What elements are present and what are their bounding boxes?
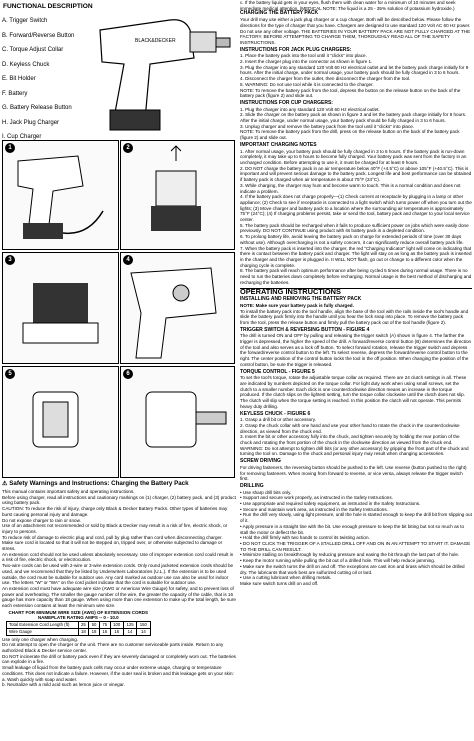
chart-length-cell: 125 [123, 622, 136, 629]
jack-item: 1. Place the battery pack into the tool until it "clicks" into place. [240, 53, 367, 59]
figure-5 [2, 366, 119, 478]
part-letter: E. [2, 76, 10, 82]
chart-gauge-cell: 18 [78, 628, 89, 635]
safety-item: Use only one charger when charging. [2, 636, 79, 642]
chuck-item: 2. Grasp the chuck collar with one hand and use your other hand to rotate the chuck in the counterclockwise direction, as viewed from the chuck end. [240, 422, 460, 434]
safety-title-text: Safety Warnings and Instructions: Charging the Battery Pack [9, 480, 189, 487]
part-label: Battery Release Button [10, 105, 72, 111]
note-item: 7. When the battery pack is inserted into the charger, the red "Charging Indicator" light will come on indicating that there is contact between the battery pack and charger. The light will stay on as long as the battery pack is inserted in the charger and the charger is plugged in. It WILL NOT flash, go out or change to a different color when the charging cycle is complete. [240, 245, 472, 268]
notes-title: IMPORTANT CHARGING NOTES [240, 141, 317, 148]
safety-item: An extension cord should not be used unless absolutely necessary. Use of improper extension cord could result in a risk of fire, electric shock, or electrocution. [2, 551, 234, 563]
charging-title: CHARGING THE BATTERY PACK [240, 10, 319, 17]
torque-text: To set the tool's torque, rotate the adjustable torque collar as required. There are 24 clutch settings in all. These are indicated by numbers depicted on the torque collar. For light duty work when using small screws, set the clutch to a smaller number. Each click is one counterclockwise direction means an increase in the torque produced. If the clutch slips on the lightest setting, turn the torque collar clockwise until the clutch does not slip. The clutch will slip when the torque setting is reached. In this position the clutch will not operate. This permits heavy duty drilling. [240, 375, 467, 409]
jack-item: 4. Disconnect the charger from the outlet, then disconnect the charger from the tool. [240, 76, 411, 82]
chart-gauge-cell: 16 [110, 628, 123, 635]
safety-item: Do NOT incinerate the drill or battery pack even if they are severely damaged or completely worn out. The batteries can explode in a fire. [2, 653, 236, 665]
chart-subtitle: NAMEPLATE RATING AMPS -- 0 - 10.0 [37, 615, 119, 621]
cup-title: INSTRUCTIONS FOR CUP CHARGERS: [240, 99, 333, 106]
chart-gauge-cell: 14 [123, 628, 136, 635]
jack-title: INSTRUCTIONS FOR JACK PLUG CHARGERS: [240, 46, 352, 53]
safety-item: Make sure cord is located so that it will not be stepped on, tripped over, or otherwise subjected to damage or stress. [2, 540, 223, 552]
drill-item: • Use sharp drill bits only. [240, 489, 292, 495]
part-letter: H. [2, 119, 10, 126]
jack-item: NOTE: To remove the battery pack from the tool, depress the button on the release button on the back of the battery pack (figure 2) and slide out. [240, 87, 461, 99]
jack-item: 5. WARNING: Do not use tool while it is connected to the charger. [240, 81, 374, 87]
part-letter: G. [2, 105, 11, 111]
warning-icon: ⚠ [2, 480, 8, 487]
install-note: NOTE: Make sure your battery pack is fully charged. [240, 302, 354, 308]
chart-length-label: Total Extension Cord Length (ft) [7, 622, 79, 629]
chuck-item: 1. Grasp a drill bit or other accessory. [240, 417, 316, 423]
chuck-item: 3. Insert the bit or other accessory fully into the chuck, and tighten securely by holding the rear portion of the chuck and rotating the front portion of the chuck in the clockwise direction as viewed from the chuck end. [240, 434, 460, 446]
extension-cord-chart [6, 610, 151, 636]
right-column [240, 0, 472, 741]
operating-title: OPERATING INSTRUCTIONS [240, 288, 472, 295]
part-label: Bit Holder [9, 76, 36, 82]
drill-item: • DO NOT CLICK THE TRIGGER OF A STALLED DRILL OFF AND ON IN AN ATTEMPT TO START IT. DAMAGE TO THE DRILL CAN RESULT. [240, 540, 471, 552]
figure-3-number: 3 [5, 255, 15, 265]
safety-item: b. Neutralize with a mild acid such as lemon juice or vinegar. [2, 682, 125, 688]
intro-text: c. If the battery liquid gets in your eyes, flush them with clean water for a minimum of 10 minutes and seek immediate medical attention. (MEDICAL NOTE: The liquid is a 25 - 35% solution of potassium hydroxide.) [240, 0, 456, 11]
figure-5-number: 5 [5, 369, 15, 379]
cup-item: NOTE: To remove the battery pack from the drill, press on the release button on the back of the battery pack (figure 2) and slide out. [240, 129, 460, 141]
drill-item: • Run the drill very slowly, using light pressure, until the hole is started enough to keep the drill bit from slipping out of it. [240, 512, 472, 524]
trigger-title: TRIGGER SWITCH & REVERSING BUTTON - FIGURE 4 [240, 326, 370, 333]
safety-item: This manual contains important safety and operating instructions. [2, 489, 135, 494]
left-column [0, 0, 236, 741]
safety-item: Do not expose charger to rain or snow. [2, 517, 81, 523]
part-letter: C. [2, 47, 10, 53]
safety-item: CAUTION: To reduce the risk of injury, charge only Black & Decker Battery Packs. Other types of batteries may burst causing personal injury and damage. [2, 506, 228, 517]
drill-item: • Hold the drill firmly with two hands to control its twisting action. [240, 535, 370, 541]
drill-item: • Make sure the switch turns the drill on and off. The exceptions are cast iron and brass which should be drilled dry. The lubricants that work best are sulfurized cutting oil or lard. [240, 563, 465, 575]
safety-item: Two-wire cords can be used with 2-wire or 3-wire extension cords. Only round jacketed extension cords should be used, and we recommend that they be listed by Underwriters Laboratories (U.L.). If the extension is to be used outside, the cord must be suitable for outdoor use. Any cord marked as outdoor use can also be used for indoor use. The letters "W" or "WA" on the cord jacket indicate that the cord is suitable for outdoor use. [2, 563, 234, 586]
figure-3 [2, 252, 119, 364]
cup-item: 3. Unplug charger and remove the battery pack from the tool until it "clicks" into place. [240, 123, 415, 129]
note-item: 2. DO NOT charge the battery pack in an air temperature below 40°F (+4.5°C) or above 105°F (+40.5°C). This is important and will prevent serious damage to the battery pack. Longest life and best performance can be obtained if battery pack is charged when air temperature is about 75°F (24°C). [240, 165, 472, 183]
jack-item: 3. Plug the charger into any standard 120 Volt 60 Hz electrical outlet and let the battery pack charge initially for 9 hours. After the initial charge, under normal usage, your battery pack should be fully charged in 3 to 6 hours. [240, 64, 469, 76]
chart-length-cell: 75 [99, 622, 110, 629]
drill-item: • Keep the motor running while pulling the bit out of a drilled hole. This will help reduce jamming. [240, 558, 436, 564]
chart-length-cell: 150 [137, 622, 150, 629]
drill-item: • Apply pressure in a straight line with the bit. Use enough pressure to keep the bit biting but not so much as to stall the motor or deflect the bit. [240, 523, 465, 535]
drill-item: • Use a cutting lubricant when drilling metals. [240, 575, 332, 581]
part-label: Trigger Switch [9, 18, 48, 24]
figure-6 [120, 366, 235, 478]
safety-item: Small leakage of liquid from the battery pack cells may occur under extreme usage, charging or temperature conditions. This does not indicate a failure. However, if the outer seal is broken and this leakage gets on your skin: [2, 665, 234, 676]
figure-1-number: 1 [5, 143, 15, 153]
chart-gauge-cell: 18 [89, 628, 100, 635]
drill-item: • Secure and maintain work area, as instructed in the Safety Instructions. [240, 506, 388, 512]
drill-item: • Use appropriate and required safety equipment, as instructed in the Safety Instructions. [240, 501, 421, 507]
part-letter: A. [2, 18, 10, 24]
trigger-text: The drill is turned ON and OFF by pulling and releasing the trigger switch (A) shown in figure 4. The farther the trigger is depressed, the higher the speed of the drill. A forward/reverse control button (B) determines the direction of the tool and also serves as a lock off button. To select forward rotation, release the trigger switch and depress the forward/reverse control button to the left. To select reverse, depress the forward/reverse control button to the right. The center position of the control button locks the tool in the off position. When changing the position of the control button, be sure the trigger is released. [240, 333, 472, 367]
part-label: Cup Charger [7, 134, 42, 140]
safety-item: Before using charger, read all instructions and cautionary markings on (1) charger, (2) battery pack, and (3) product using battery pack. [2, 494, 236, 506]
chart-gauge-cell: 16 [99, 628, 110, 635]
installing-title: INSTALLING AND REMOVING THE BATTERY PACK [240, 296, 362, 303]
part-letter: I. [2, 134, 8, 140]
screw-title: SCREW DRIVING [240, 458, 281, 465]
part-letter: B. [2, 32, 10, 39]
chart-gauge-cell: 14 [137, 628, 150, 635]
chart-length-cell: 25 [78, 622, 89, 629]
drilling-title: DRILLING [240, 482, 264, 489]
chuck-item: WARNING: Do not attempt to tighten drill bits (or any other accessory) by gripping the front part of the chuck and turning the tool on. Damage to the chuck and personal injury may result when changing accessories. [240, 445, 469, 457]
chuck-title: KEYLESS CHUCK - FIGURE 6 [240, 410, 311, 417]
note-item: 8. The battery pack will reach optimum performance after being cycled 5 times during normal usage. There is no need to run the batteries down completely before recharging. Normal usage is the best method of discharging and recharging the batteries. [240, 268, 472, 285]
chart-length-cell: 100 [110, 622, 123, 629]
figure-2 [120, 140, 235, 250]
figure-6-number: 6 [123, 369, 133, 379]
functional-description-title: FUNCTIONAL DESCRIPTION [3, 3, 93, 10]
safety-instructions [2, 489, 236, 688]
cup-item: 2. Slide the charger on the battery pack as shown in figure 3 and let the battery pack charge initially for 9 hours. After the initial charge, under normal usage, your battery pack should be fully charged in 3 to 6 hours. [240, 112, 467, 124]
note-item: 5. The battery pack should be recharged when it fails to produce sufficient power on jobs which were easily done previously. DO NOT CONTINUE using product with its battery pack in a depleted condition. [240, 222, 469, 234]
part-letter: D. [2, 61, 10, 68]
note-item: 3. While charging, the charger may hum and become warm to touch. This is a normal condition and does not indicate a problem. [240, 182, 461, 194]
safety-item: a. Wash quickly with soap and water. [2, 676, 78, 682]
part-label: Forward/Reverse Button [9, 32, 75, 39]
safety-item: Use of an attachment not recommended or sold by Black & Decker may result in a risk of fire, electric shock, or injury to persons. [2, 523, 228, 534]
install-text: To install the battery pack into the tool handle, align the base of the tool with the rails inside the tool's handle and slide the battery pack firmly into the handle until you hear the lock snap into place. To remove the battery pack from the tool, press the release button and firmly pull the battery pack out of the tool handle (figure 2). [240, 308, 469, 325]
figure-2-number: 2 [123, 143, 133, 153]
charging-text: Your drill may use either a jack plug charger or a cup charger. Both will be described below. Please follow the directions for the type of charger that you have. Chargers are designed to use standard 120 Volt AC 60 Hz power. Do not use any other voltage. THE BATTERIES IN YOUR BATTERY PACK ARE NOT FULLY CHARGED AT THE FACTORY. BEFORE ATTEMPTING TO CHARGE THEM, THOROUGHLY READ ALL OF THE SAFETY INSTRUCTIONS. [240, 17, 471, 45]
torque-title: TORQUE CONTROL - FIGURE 5 [240, 368, 315, 375]
cup-item: 1. Plug the charger into any standard 120 Volt 60 Hz electrical outlet. [240, 106, 380, 112]
chart-title: CHART FOR MINIMUM WIRE SIZE (AWG) OF EXTENSION CORDS [8, 609, 148, 615]
figure-1 [2, 140, 119, 250]
drill-item: • Support and secure work properly, as instructed in the Safety Instructions. [240, 495, 393, 501]
svg-text:BLACK&DECKER: BLACK&DECKER [135, 38, 176, 44]
figure-4 [120, 252, 235, 364]
part-label: Torque Adjust Collar [9, 47, 64, 53]
note-item: 4. If the battery pack does not charge properly—(1) Check current at receptacle by plugging in a lamp or other appliance; (2) Check to see if receptacle is connected to a light switch which turns power off when you turn out the lights; (3) Move charger and battery pack to a location where the surrounding air temperature is approximately 75°F (24°C); (4) If charging problems persist, take or send the tool, battery pack and charger to your local service center. [240, 194, 472, 223]
note-item: 6. To prolong battery life, avoid leaving the battery pack on charge for extended periods of time (over 30 days without use). Although overcharging is not a safety concern, it can significantly reduce overall battery pack life. [240, 234, 464, 245]
part-label: Keyless Chuck [9, 61, 50, 68]
screw-text: For driving fasteners, the reversing button should be pushed to the left. Use reverse (button pushed to the right) for removing fasteners. When moving from forward to reverse, or vice versa, always release the trigger switch first. [240, 464, 467, 482]
chart-gauge-label: Wire Gauge [7, 628, 79, 635]
figure-4-number: 4 [123, 255, 133, 265]
safety-item: Do not attempt to open the charger or the unit. There are no customer serviceable parts inside. Return to any authorized Black & Decker service center. [2, 642, 224, 653]
jack-item: 2. Insert the charger plug into the connector as shown in figure 1. [240, 59, 373, 65]
part-letter: F. [2, 90, 9, 97]
safety-item: An extension cord must have adequate wire size (AWG or American Wire Gauge) for safety, and to prevent loss of power and overheating. The smaller the gauge number of the wire, the greater the capacity of the cable, that is 16 gauge has more capacity than 18 gauge. When using more than one extension to make up the total length, be sure each extension contains at least the minimum wire size. [2, 585, 236, 609]
safety-item: To reduce risk of damage to electric plug and cord, pull by plug rather than cord when disconnecting charger. [2, 534, 223, 540]
drill-item: • Minimize stalling on breakthrough by reducing pressure and easing the bit through the last part of the hole. [240, 552, 460, 558]
drill-item: Make sure switch turns drill on and off. [240, 580, 319, 586]
note-item: 1. After normal usage, your battery pack should be fully charged in 3 to 6 hours. If the battery pack is run-down completely, it may take up to 6 hours to become fully charged. Your battery pack was sent from the factory in an uncharged condition. Before attempting to use it, it must be charged for at least 9 hours. [240, 148, 467, 165]
safety-warnings-title [2, 480, 236, 487]
part-label: Jack Plug Charger [9, 119, 60, 126]
drill-parts-illustration [90, 0, 235, 135]
part-label: Battery [8, 90, 28, 97]
chart-length-cell: 50 [89, 622, 100, 629]
